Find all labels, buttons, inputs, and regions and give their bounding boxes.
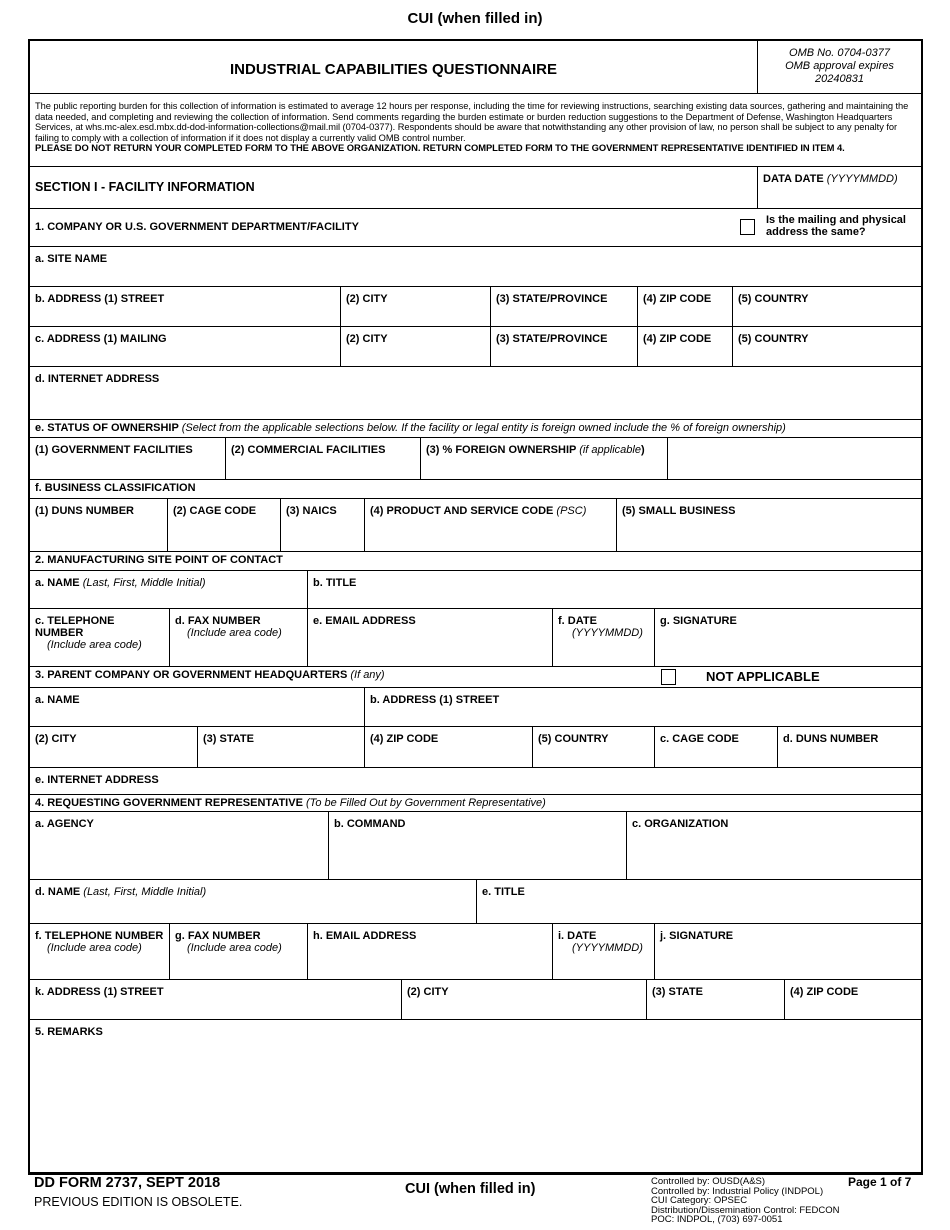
government-facilities-field[interactable]	[30, 438, 225, 479]
state-field[interactable]	[490, 287, 637, 326]
commercial-facilities-field-label: (2) COMMERCIAL FACILITIES	[231, 444, 386, 456]
rep-title-field-label: e. TITLE	[482, 886, 525, 898]
parent-cage-field[interactable]	[654, 727, 777, 767]
agency-field-label: a. AGENCY	[35, 818, 94, 830]
form-row	[30, 287, 921, 327]
same-address-question: Is the mailing and physical address the same?	[766, 214, 906, 238]
poc-title-field[interactable]	[307, 571, 921, 608]
not-applicable-checkbox[interactable]	[661, 669, 676, 685]
foreign-ownership-label-hint: (if applicable	[579, 444, 641, 456]
parent-cage-field-label: c. CAGE CODE	[660, 733, 739, 745]
city-field[interactable]	[340, 287, 490, 326]
mailing-country-field[interactable]	[732, 327, 921, 366]
form-footer	[34, 1175, 242, 1209]
cui-marking-top: CUI (when filled in)	[407, 10, 543, 27]
item1-label-label: 1. COMPANY OR U.S. GOVERNMENT DEPARTMENT/FACILITY	[35, 221, 359, 233]
rep-phone-field-hint: (Include area code)	[47, 942, 142, 954]
poc-phone-field-label: c. TELEPHONE NUMBER	[35, 615, 115, 639]
rep-street-field-label: k. ADDRESS (1) STREET	[35, 986, 164, 998]
item3-label-label: 3. PARENT COMPANY OR GOVERNMENT HEADQUARTERS	[35, 669, 351, 681]
industrial-capabilities-form	[28, 39, 923, 1175]
item2-label-label: 2. MANUFACTURING SITE POINT OF CONTACT	[35, 554, 283, 566]
form-row	[30, 812, 921, 880]
cui-category: CUI Category: OPSEC	[651, 1195, 748, 1206]
form-row	[30, 688, 921, 727]
remarks-field-label: 5. REMARKS	[35, 1026, 103, 1038]
poc-name-field-label: a. NAME	[35, 577, 83, 589]
form-row	[30, 1020, 921, 1172]
site-name-field[interactable]	[30, 247, 921, 286]
rep-city-field[interactable]	[401, 980, 646, 1019]
form-header	[30, 41, 921, 94]
rep-zip-field-label: (4) ZIP CODE	[790, 986, 859, 998]
internet-address-field[interactable]	[30, 367, 921, 419]
ownership-label-hint: (Select from the applicable selections below. If the facility or legal entity is foreign owned include the % of foreign ownership)	[181, 422, 786, 434]
burden-notice	[30, 94, 921, 166]
data-date-field-label: DATA DATE	[763, 173, 827, 185]
naics-field-label: (3) NAICS	[286, 505, 337, 517]
organization-field-label: c. ORGANIZATION	[632, 818, 729, 830]
data-date-field[interactable]	[757, 167, 921, 208]
form-row	[30, 880, 921, 924]
form-row	[30, 727, 921, 768]
rep-signature-field[interactable]	[654, 924, 921, 979]
omb-box	[757, 41, 921, 93]
business-classification-label	[30, 480, 921, 498]
rep-date-field-hint: (YYYYMMDD)	[572, 942, 643, 954]
parent-internet-field[interactable]	[30, 768, 921, 794]
item3-label-hint: (If any)	[350, 669, 385, 681]
cage-code-field-label: (2) CAGE CODE	[173, 505, 257, 517]
form-row	[30, 209, 921, 247]
country-field-label: (5) COUNTRY	[738, 293, 809, 305]
rep-phone-field-label: f. TELEPHONE NUMBER	[35, 930, 164, 942]
form-row	[30, 571, 921, 609]
organization-field[interactable]	[626, 812, 921, 879]
item4-label-label: 4. REQUESTING GOVERNMENT REPRESENTATIVE	[35, 797, 306, 809]
mailing-city-field-label: (2) CITY	[346, 333, 388, 345]
psc-field[interactable]	[364, 499, 616, 551]
rep-phone-field[interactable]	[30, 924, 169, 979]
poc-fax-field[interactable]	[169, 609, 307, 666]
controlled-by-2: Controlled by: Industrial Policy (INDPOL)	[651, 1185, 824, 1197]
mailing-state-field-label: (3) STATE/PROVINCE	[496, 333, 608, 345]
mailing-zip-field-label: (4) ZIP CODE	[643, 333, 712, 345]
psc-field-hint: (PSC)	[556, 505, 587, 517]
form-row	[30, 552, 921, 571]
small-business-field[interactable]	[616, 499, 921, 551]
mailing-street-field-label: c. ADDRESS (1) MAILING	[35, 333, 167, 345]
form-row	[30, 438, 921, 480]
commercial-facilities-field[interactable]	[225, 438, 420, 479]
poc-name-field[interactable]	[30, 571, 307, 608]
parent-street-field-label: b. ADDRESS (1) STREET	[370, 694, 500, 706]
form-row	[30, 327, 921, 367]
mailing-city-field[interactable]	[340, 327, 490, 366]
controlled-by-1: Controlled by: OUSD(A&S)	[651, 1176, 766, 1187]
rep-signature-field-label: j. SIGNATURE	[660, 930, 734, 942]
zip-field[interactable]	[637, 287, 732, 326]
city-field-label: (2) CITY	[346, 293, 388, 305]
page-number: Page 1 of 7	[848, 1175, 912, 1189]
rep-name-field-label: d. NAME	[35, 886, 84, 898]
parent-internet-field-label: e. INTERNET ADDRESS	[35, 774, 159, 786]
omb-number: OMB No. 0704-0377	[789, 47, 890, 59]
form-row	[30, 367, 921, 420]
obsolete-note: PREVIOUS EDITION IS OBSOLETE.	[34, 1195, 243, 1209]
naics-field[interactable]	[280, 499, 364, 551]
same-address-checkbox[interactable]	[740, 219, 755, 235]
rep-name-field-hint: (Last, First, Middle Initial)	[83, 886, 207, 898]
not-applicable-label: NOT APPLICABLE	[706, 669, 820, 684]
rep-zip-field[interactable]	[784, 980, 921, 1019]
agency-field[interactable]	[30, 812, 328, 879]
poc-title-field-label: b. TITLE	[313, 577, 357, 589]
poc: POC: INDPOL, (703) 697-0051	[651, 1214, 783, 1225]
rep-title-field[interactable]	[476, 880, 921, 923]
internet-address-field-label: d. INTERNET ADDRESS	[35, 373, 160, 385]
street-field-label: b. ADDRESS (1) STREET	[35, 293, 165, 305]
burden-notice-text: The public reporting burden for this collection of information is estimated to average 12 hours per response, including the time for reviewing instructions, searching existing data sources, gathering and maintaining the data needed, and completing and reviewing the collection of information. Send comments regarding the burden estimate or burden reduction suggestions to the Department of Defense, Washington Headquarters Services, at whs.mc-alex.esd.mbx.dd-dod-information-collections@mail.mil (0704-0377). Respondents should be aware that notwithstanding any other provision of law, no person shall be subject to any penalty for failing to comply with a collection of information if it does not display a currently valid OMB control number.	[35, 101, 909, 143]
poc-email-field[interactable]	[307, 609, 552, 666]
parent-street-field[interactable]	[364, 688, 921, 726]
foreign-ownership-label-label: (3) % FOREIGN OWNERSHIP	[426, 444, 580, 456]
parent-zip-field[interactable]	[364, 727, 532, 767]
omb-date: 20240831	[815, 73, 864, 85]
poc-phone-field[interactable]	[30, 609, 169, 666]
foreign-ownership-label	[420, 438, 667, 479]
mailing-country-field-label: (5) COUNTRY	[738, 333, 809, 345]
duns-field-label: (1) DUNS NUMBER	[35, 505, 134, 517]
mailing-state-field[interactable]	[490, 327, 637, 366]
omb-expires: OMB approval expires	[785, 60, 894, 72]
command-field[interactable]	[328, 812, 626, 879]
form-row	[30, 980, 921, 1020]
poc-date-field[interactable]	[552, 609, 654, 666]
mailing-street-field[interactable]	[30, 327, 340, 366]
parent-city-field[interactable]	[30, 727, 197, 767]
poc-signature-field-label: g. SIGNATURE	[660, 615, 737, 627]
rep-email-field-label: h. EMAIL ADDRESS	[313, 930, 417, 942]
country-field[interactable]	[732, 287, 921, 326]
rep-street-field[interactable]	[30, 980, 401, 1019]
parent-country-field[interactable]	[532, 727, 654, 767]
rep-date-field-label: i. DATE	[558, 930, 597, 942]
state-field-label: (3) STATE/PROVINCE	[496, 293, 608, 305]
rep-city-field-label: (2) CITY	[407, 986, 449, 998]
poc-date-field-label: f. DATE	[558, 615, 597, 627]
poc-name-field-hint: (Last, First, Middle Initial)	[82, 577, 206, 589]
poc-date-field-hint: (YYYYMMDD)	[572, 627, 643, 639]
parent-name-field[interactable]	[30, 688, 364, 726]
foreign-ownership-field[interactable]	[667, 438, 921, 479]
poc-phone-field-hint: (Include area code)	[47, 639, 142, 651]
return-warning: PLEASE DO NOT RETURN YOUR COMPLETED FORM TO THE ABOVE ORGANIZATION. RETURN COMPLETED FORM TO THE GOVERNMENT REPRESENTATIVE IDENTIFIED IN ITEM 4.	[35, 142, 845, 154]
poc-email-field-label: e. EMAIL ADDRESS	[313, 615, 416, 627]
rep-name-field[interactable]	[30, 880, 476, 923]
cage-code-field[interactable]	[167, 499, 280, 551]
form-title: INDUSTRIAL CAPABILITIES QUESTIONNAIRE	[230, 61, 557, 78]
form-row	[30, 768, 921, 795]
cui-marking-bottom: CUI (when filled in)	[405, 1181, 536, 1197]
parent-name-field-label: a. NAME	[35, 694, 80, 706]
parent-country-field-label: (5) COUNTRY	[538, 733, 609, 745]
psc-field-label: (4) PRODUCT AND SERVICE CODE	[370, 505, 557, 517]
rep-state-field-label: (3) STATE	[652, 986, 703, 998]
form-row	[30, 924, 921, 980]
rep-fax-field[interactable]	[169, 924, 307, 979]
rep-date-field[interactable]	[552, 924, 654, 979]
parent-state-field-label: (3) STATE	[203, 733, 254, 745]
form-row	[30, 795, 921, 812]
parent-duns-field-label: d. DUNS NUMBER	[783, 733, 879, 745]
remarks-field[interactable]	[30, 1020, 921, 1172]
form-row	[30, 609, 921, 667]
item4-label-hint: (To be Filled Out by Government Representative)	[305, 797, 546, 809]
foreign-ownership-label-close: )	[640, 444, 645, 456]
control-block	[651, 1177, 839, 1225]
command-field-label: b. COMMAND	[334, 818, 406, 830]
form-row	[30, 499, 921, 552]
poc-signature-field[interactable]	[654, 609, 921, 666]
form-row	[30, 247, 921, 287]
site-name-field-label: a. SITE NAME	[35, 253, 108, 265]
item2-label	[30, 552, 921, 570]
zip-field-label: (4) ZIP CODE	[643, 293, 712, 305]
rep-fax-field-label: g. FAX NUMBER	[175, 930, 261, 942]
government-facilities-field-label: (1) GOVERNMENT FACILITIES	[35, 444, 193, 456]
form-id: DD FORM 2737, SEPT 2018	[34, 1175, 221, 1191]
section-title-label: SECTION I - FACILITY INFORMATION	[35, 180, 255, 194]
rep-fax-field-hint: (Include area code)	[187, 942, 282, 954]
parent-state-field[interactable]	[197, 727, 364, 767]
small-business-field-label: (5) SMALL BUSINESS	[622, 505, 736, 517]
form-row	[30, 420, 921, 438]
notice-row	[30, 94, 921, 167]
poc-fax-field-label: d. FAX NUMBER	[175, 615, 261, 627]
parent-city-field-label: (2) CITY	[35, 733, 77, 745]
ownership-label	[30, 420, 921, 437]
duns-field[interactable]	[30, 499, 167, 551]
ownership-label-label: e. STATUS OF OWNERSHIP	[35, 422, 182, 434]
parent-duns-field[interactable]	[777, 727, 921, 767]
data-date-field-hint: (YYYYMMDD)	[826, 173, 898, 185]
form-row	[30, 480, 921, 499]
rep-state-field[interactable]	[646, 980, 784, 1019]
poc-fax-field-hint: (Include area code)	[187, 627, 282, 639]
rep-email-field[interactable]	[307, 924, 552, 979]
street-field[interactable]	[30, 287, 340, 326]
business-classification-label-label: f. BUSINESS CLASSIFICATION	[35, 482, 196, 494]
section-title	[30, 167, 757, 208]
dissemination-control: Distribution/Dissemination Control: FEDCON	[651, 1204, 840, 1216]
form-row	[30, 667, 921, 688]
mailing-zip-field[interactable]	[637, 327, 732, 366]
form-row	[30, 167, 921, 209]
item4-label	[30, 795, 921, 811]
parent-zip-field-label: (4) ZIP CODE	[370, 733, 439, 745]
